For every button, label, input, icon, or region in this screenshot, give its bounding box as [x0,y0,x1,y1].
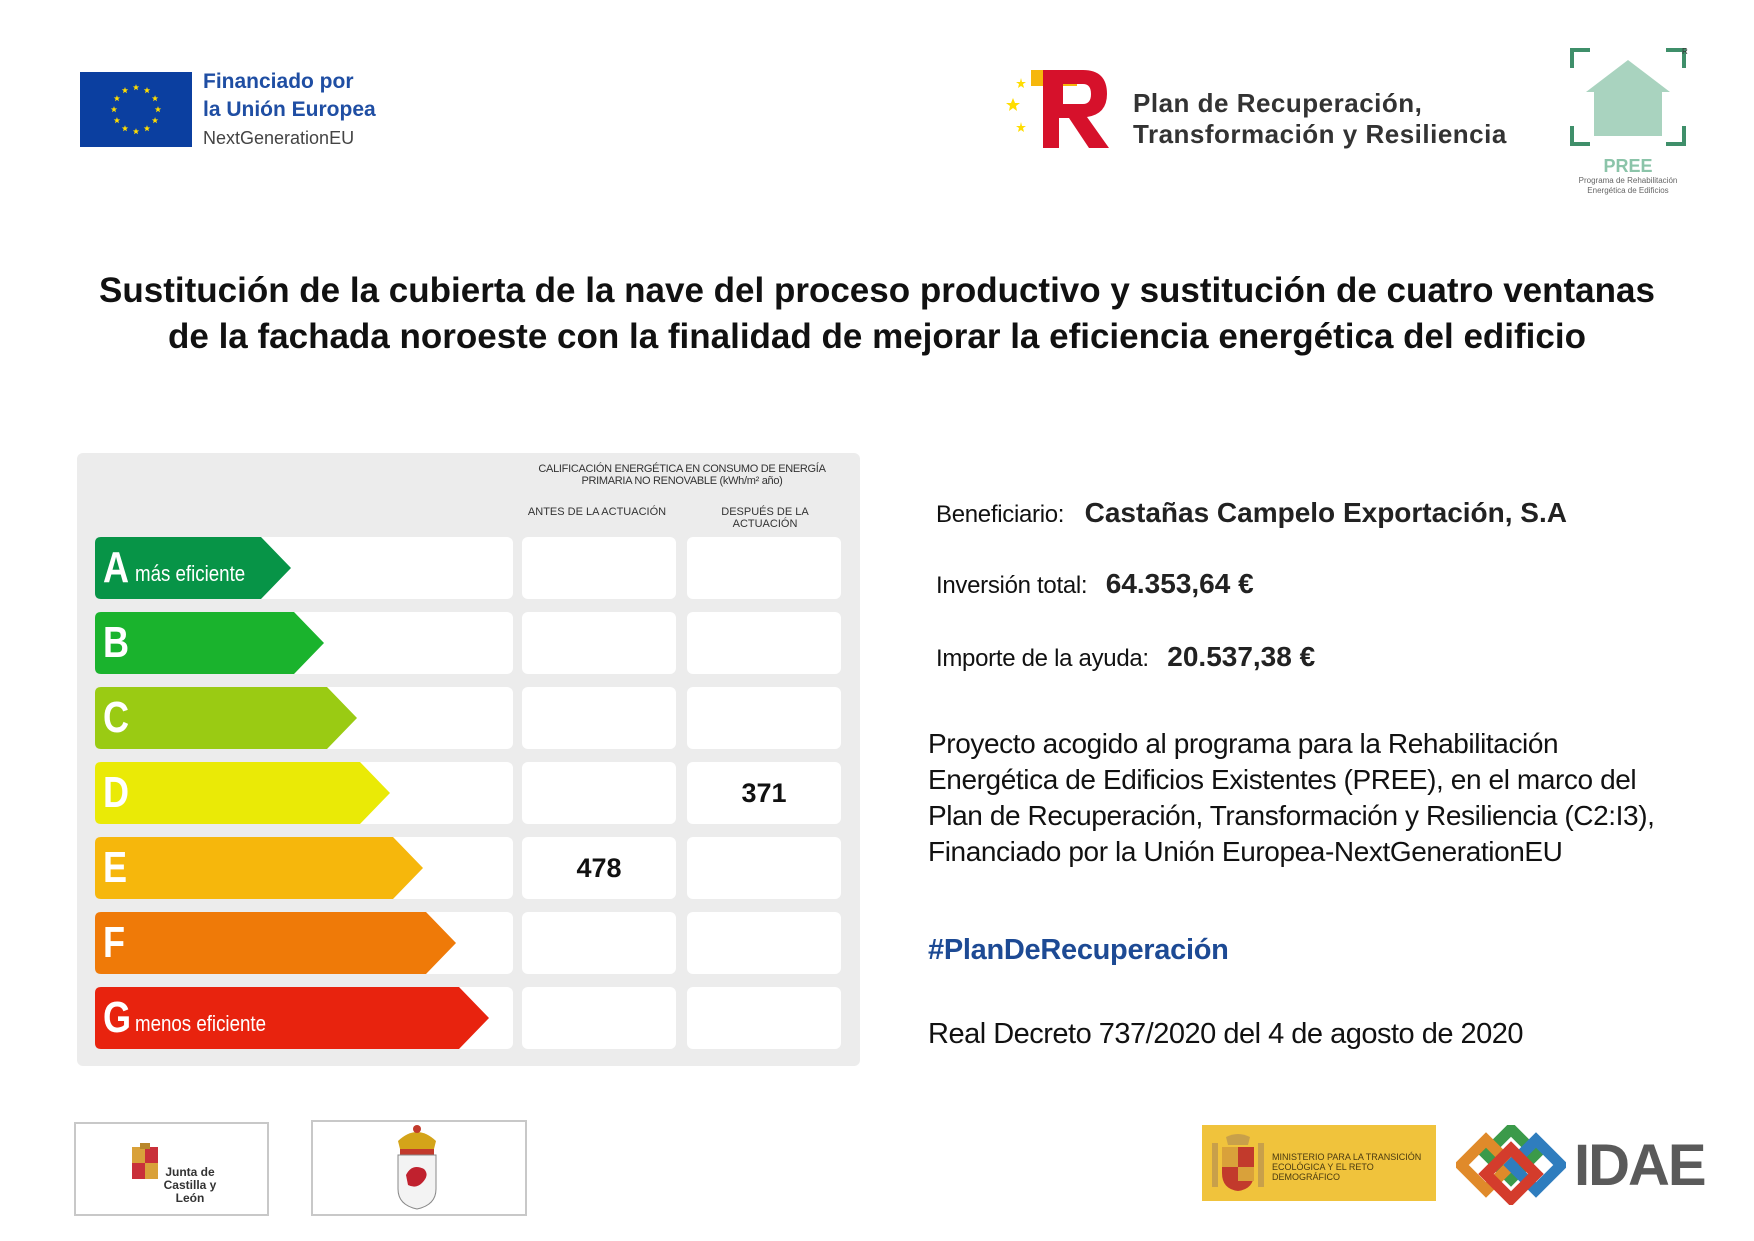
energy-letter: D [103,768,130,817]
value-before-cell [522,987,676,1049]
energy-row-d [95,762,841,824]
investment-row [936,568,1254,600]
value-after-cell [687,612,841,674]
prtr-plan-text [1133,88,1507,150]
aid-value: 20.537,38 € [1167,641,1316,672]
page-title: Sustitución de la cubierta de la nave del proceso productivo y sustitución de cuatro ventanas de la fachada noroeste con la finalidad de mejorar la eficiencia energética del edificio [99,271,1655,356]
value-after-cell [687,837,841,899]
svg-text:R: R [1682,47,1688,56]
energy-row-a [95,537,841,599]
value-after-cell [687,537,841,599]
value-after-cell [687,912,841,974]
value-before-cell [522,762,676,824]
energy-rating-header: CALIFICACIÓN ENERGÉTICA EN CONSUMO DE ENERGÍA PRIMARIA NO RENOVABLE (kWh/m² año) [538,463,826,487]
project-description: Proyecto acogido al programa para la Rehabilitación Energética de Edificios Existentes (PREE), en el marco del Plan de Recuperación, Transformación y Resiliencia (C2:I3), Financiado por la Unión Europea-NextGenerationEU [928,728,1655,867]
energy-letter-subtitle: menos eficiente [135,1011,266,1036]
beneficiary-value: Castañas Campelo Exportación, S.A [1084,497,1567,528]
column-header-before: ANTES DE LA ACTUACIÓN [527,506,667,518]
eu-flag-logo [80,72,192,147]
eu-stars-icon [80,72,192,147]
value-before-cell [522,687,676,749]
jcyl-label: Junta de Castilla y León [163,1165,217,1205]
value-before-cell [522,612,676,674]
energy-row-g [95,987,841,1049]
energy-letter: E [103,843,128,892]
energy-arrow-e [95,837,423,899]
pree-subtitle: Programa de Rehabilitación Energética de Edificios [1578,176,1678,195]
eu-funding-text [203,68,376,152]
column-header-after: DESPUÉS DE LA ACTUACIÓN [721,506,809,530]
eu-funding-line1: Financiado por [203,70,354,93]
province-shield-icon [392,1123,442,1216]
value-before-cell: 478 [522,837,676,899]
energy-letter: A [103,543,130,592]
value-before-cell [522,912,676,974]
energy-row-b [95,612,841,674]
value-after-cell: 371 [687,762,841,824]
beneficiary-row [936,497,1567,529]
aid-row [936,641,1315,673]
energy-letter: G [103,993,132,1042]
energy-row-f [95,912,841,974]
energy-letter: F [103,918,126,967]
eu-funding-line3: NextGenerationEU [203,128,355,148]
energy-letter: C [103,693,130,742]
investment-label: Inversión total: [936,572,1088,599]
ministry-name: MINISTERIO PARA LA TRANSICIÓN ECOLÓGICA Y EL RETO DEMOGRÁFICO [1272,1152,1422,1182]
energy-letter: B [103,618,130,667]
energy-row-c [95,687,841,749]
idae-wordmark: IDAE [1574,1133,1705,1198]
energy-arrow-f [95,912,456,974]
investment-value: 64.353,64 € [1105,568,1254,599]
energy-arrow-c [95,687,357,749]
prtr-line1: Plan de Recuperación, [1133,88,1423,118]
value-after-cell [687,987,841,1049]
spain-coat-of-arms-icon [1210,1133,1266,1198]
eu-funding-line2: la Unión Europea [203,98,376,121]
prtr-line2: Transformación y Resiliencia [1133,119,1507,149]
idae-logo-icon [1456,1125,1566,1205]
energy-arrow-d [95,762,390,824]
aid-label: Importe de la ayuda: [936,645,1149,672]
value-before-cell [522,537,676,599]
prtr-logo [1005,60,1115,155]
energy-row-e [95,837,841,899]
beneficiary-label: Beneficiario: [936,501,1065,528]
hashtag-link[interactable]: #PlanDeRecuperación [928,934,1229,966]
energy-letter-subtitle: más eficiente [135,561,246,586]
energy-arrow-b [95,612,324,674]
pree-brand: PREE [1603,156,1653,176]
decree-reference: Real Decreto 737/2020 del 4 de agosto de 2020 [928,1018,1524,1050]
value-after-cell [687,687,841,749]
